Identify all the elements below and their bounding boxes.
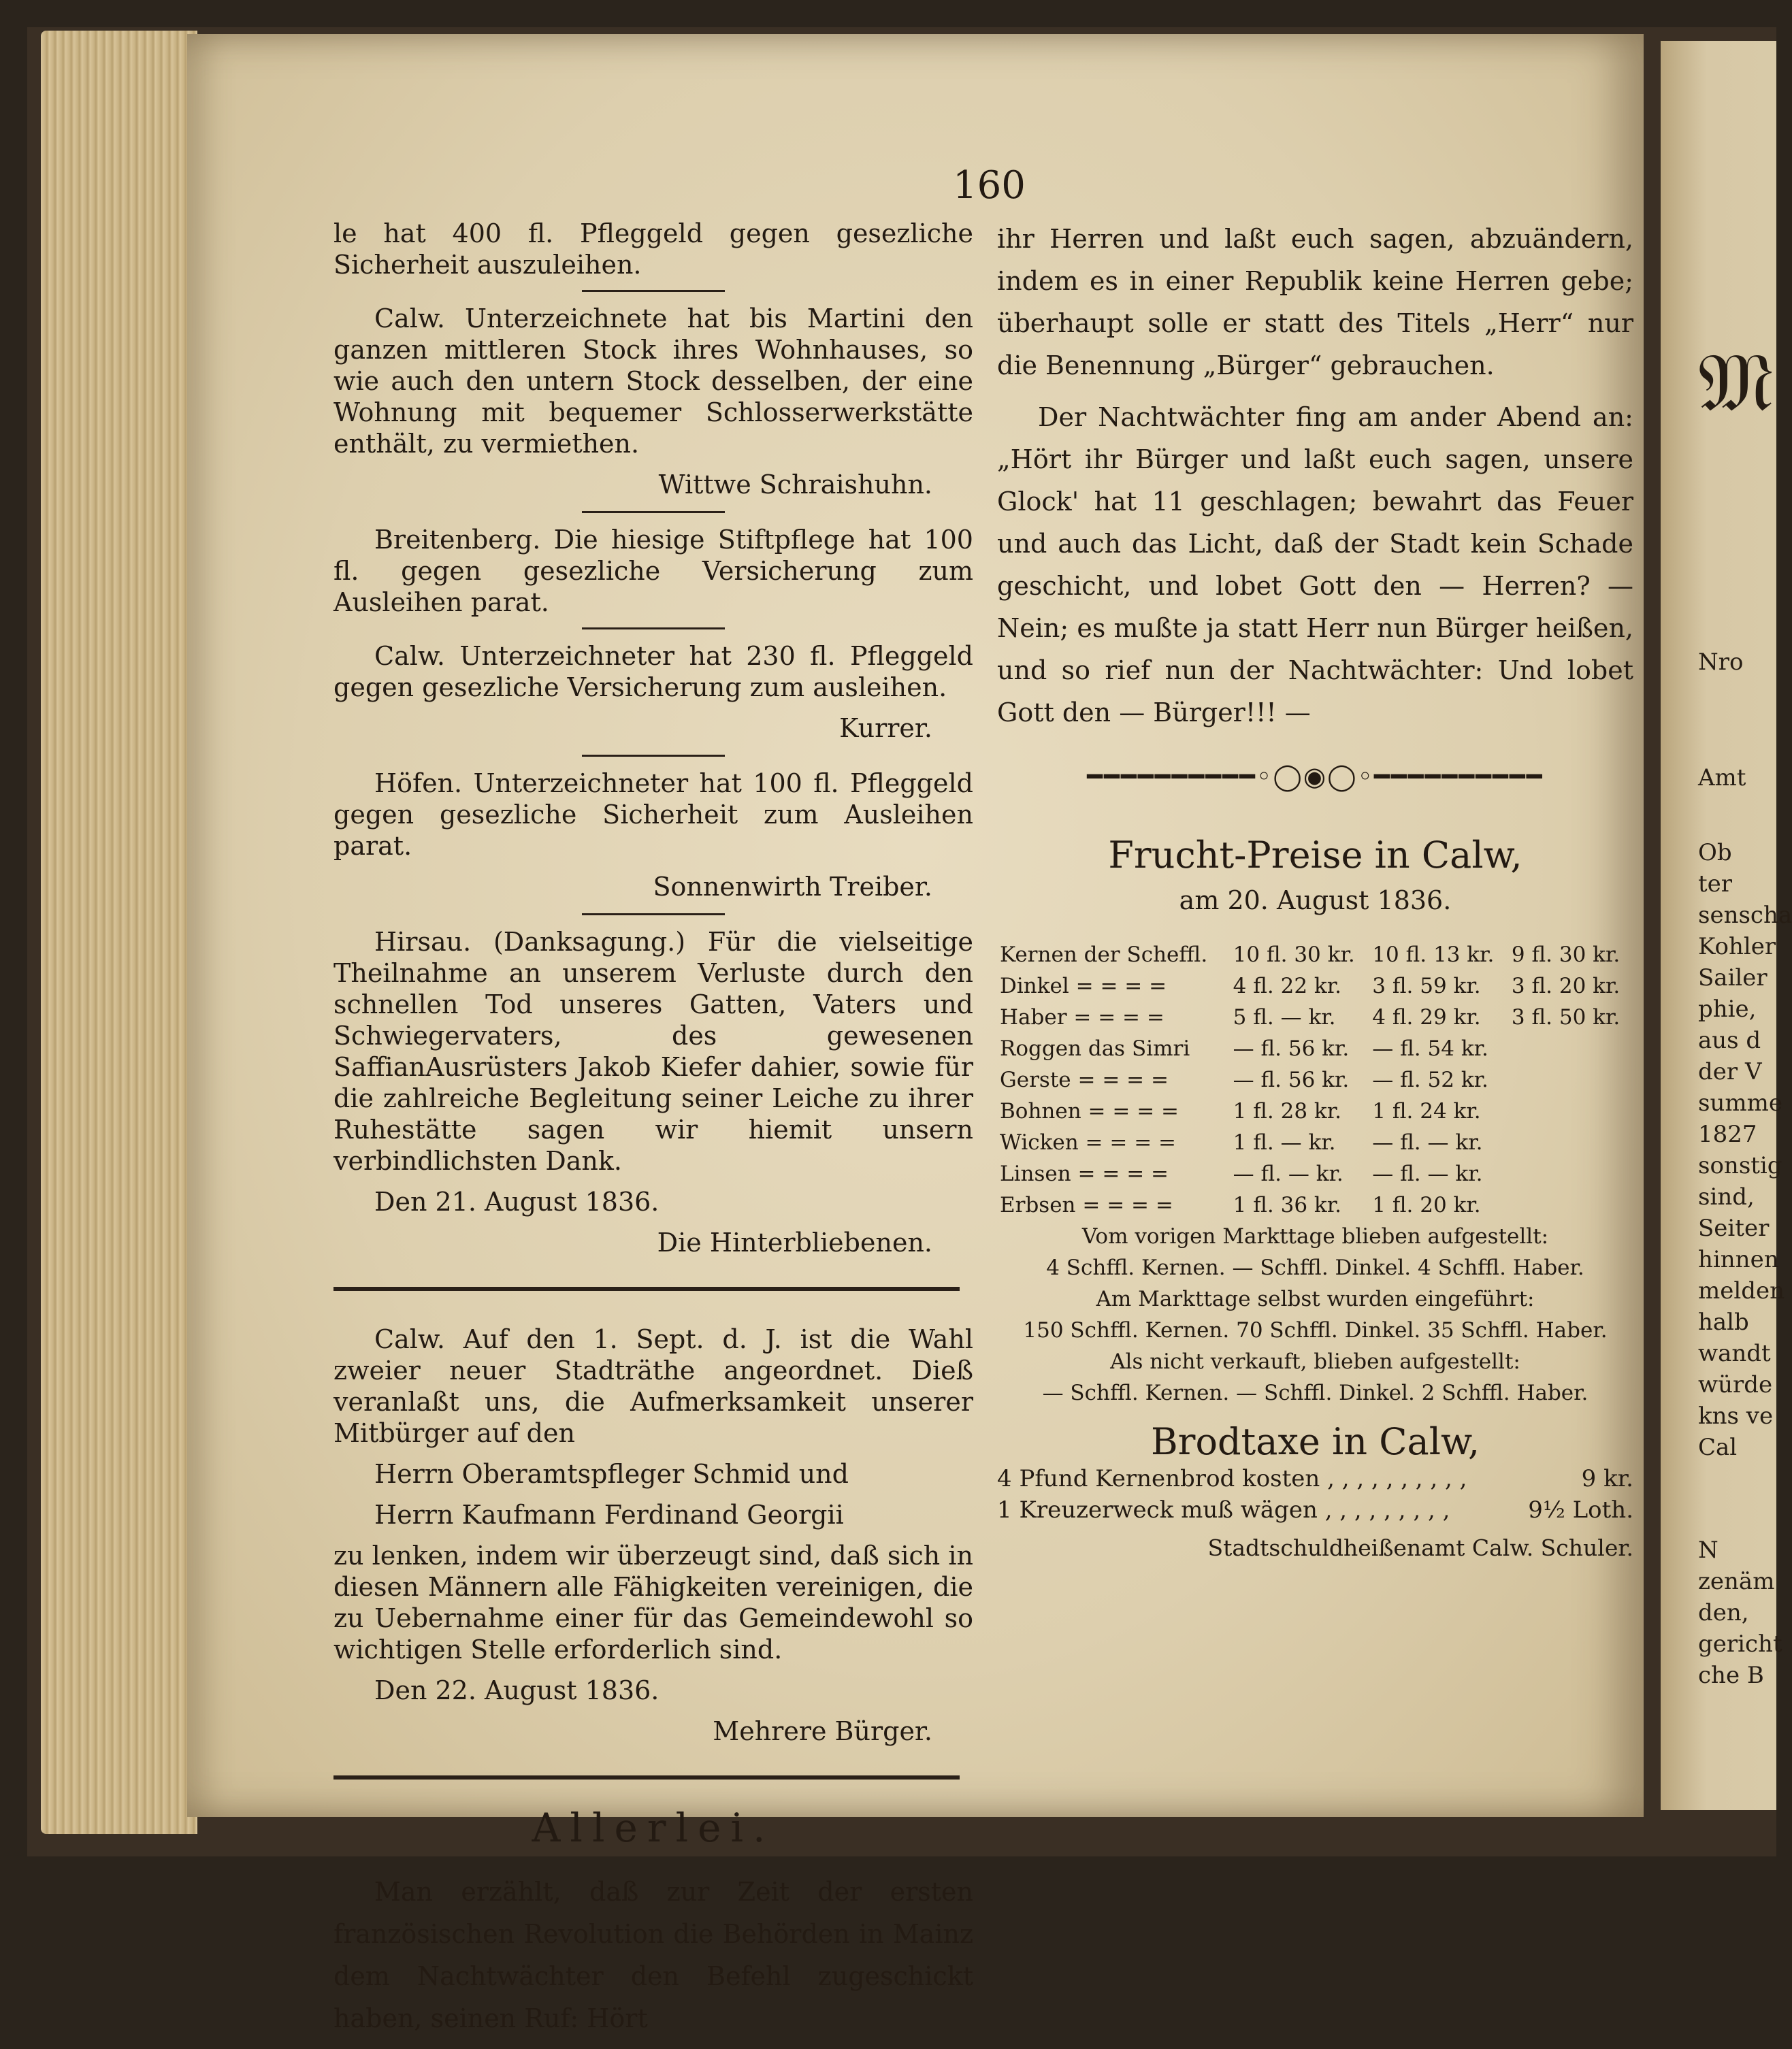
notice-text: Breitenberg. Die hiesige Stiftpflege hat 100 fl. gegen gesezliche Versicherung zum Ausleihen parat. [333, 525, 973, 617]
grain-name: Roggen das Simri [1000, 1036, 1190, 1061]
next-page-fragment: würde [1698, 1371, 1773, 1398]
lead-text: le hat 400 fl. Pfleggeld gegen gesezliche Sicherheit auszuleihen. [333, 218, 973, 280]
next-page-fragment: wandt [1698, 1340, 1771, 1367]
price-mid: — fl. 54 kr. [1372, 1036, 1488, 1061]
next-page-fragment: aus d [1698, 1027, 1761, 1054]
next-page-fragment: senscha [1698, 902, 1792, 929]
price-low: 3 fl. 50 kr. [1511, 1005, 1620, 1030]
price-low [1509, 1064, 1633, 1096]
prices-heading: Frucht-Preise in Calw, [1108, 834, 1522, 876]
notice-text: Calw. Unterzeichneter hat 230 fl. Pfleggeld gegen gesezliche Versicherung zum ausleihen. [333, 641, 973, 702]
price-low [1509, 1033, 1633, 1064]
page-number: 160 [953, 163, 1026, 208]
ornament-divider: ━━━━━━━━━━◦◯◉◯◦━━━━━━━━━━ [1087, 761, 1544, 791]
next-page-fragment: hinnen [1698, 1246, 1779, 1273]
separator [582, 627, 725, 629]
next-page-fragment: summe [1698, 1089, 1782, 1117]
next-page-fragment: kns ve [1698, 1403, 1774, 1430]
brot-heading: Brodtaxe in Calw, [1150, 1420, 1480, 1463]
price-low: 3 fl. 20 kr. [1511, 974, 1620, 998]
table-row [997, 1158, 1633, 1190]
grain-name: Wicken = = = = [1000, 1130, 1177, 1155]
danksagung-text: Hirsau. (Danksagung.) Für die vielseitige Theilnahme an unserem Verluste durch den schnellen Tod unseres Gatten, Vaters und Schwiegervaters, des gewesenen SaffianAusrüsters Jakob Kiefer dahier, sowie für die zahlreiche Begleitung seiner Leiche zu ihrer Ruhestätte sagen wir hiemit unsern verbindlichsten Dank. [333, 927, 973, 1176]
next-page-fragment: der V [1698, 1058, 1762, 1085]
next-page-fragment: sonstig [1698, 1152, 1782, 1179]
brot-row [997, 1494, 1633, 1526]
market-prev: 4 Schffl. Kernen. — Schffl. Dinkel. 4 Schffl. Haber. [1046, 1256, 1584, 1280]
price-high: 1 fl. — kr. [1233, 1130, 1336, 1155]
price-mid: — fl. — kr. [1372, 1130, 1483, 1155]
danksagung-date: Den 21. August 1836. [374, 1187, 659, 1217]
grain-name: Bohnen = = = = [1000, 1099, 1179, 1124]
next-page-fragment: melden [1698, 1277, 1785, 1305]
price-low [1509, 1127, 1633, 1158]
price-low: 9 fl. 30 kr. [1511, 942, 1620, 967]
next-page-fragment: halb [1698, 1309, 1749, 1336]
table-row [997, 1033, 1633, 1064]
prices-date: am 20. August 1836. [1179, 885, 1452, 915]
table-row [997, 970, 1633, 1002]
next-page-fragment: sind, [1698, 1183, 1755, 1211]
grain-name: Erbsen = = = = [1000, 1193, 1173, 1217]
separator [582, 755, 725, 757]
brot-label: 1 Kreuzerweck muß wägen , , , , , , , , , [997, 1496, 1450, 1524]
wahl-date: Den 22. August 1836. [374, 1675, 659, 1705]
price-high: 5 fl. — kr. [1233, 1005, 1336, 1030]
brot-row [997, 1463, 1633, 1494]
page-edges [41, 31, 197, 1834]
brot-label: 4 Pfund Kernenbrod kosten , , , , , , , , , , [997, 1465, 1467, 1492]
market-in-label: Am Markttage selbst wurden eingeführt: [1096, 1287, 1535, 1311]
next-page-fragment: phie, [1698, 996, 1757, 1023]
story-continuation: ihr Herren und laßt euch sagen, abzuändern, indem es in einer Republik keine Herren gebe; überhaupt solle er statt des Titels „Herr“ nur die Benennung „Bürger“ gebrauchen. [997, 224, 1633, 380]
next-page-fragment: Sailer [1698, 964, 1767, 991]
grain-name: Dinkel = = = = [1000, 974, 1167, 998]
wahl-text: Calw. Auf den 1. Sept. d. J. ist die Wahl zweier neuer Stadträthe angeordnet. Dieß veranlaßt uns, die Aufmerksamkeit unserer Mitbürger auf den [333, 1324, 973, 1448]
next-page-fragment: Cal [1698, 1434, 1738, 1461]
table-row [997, 1190, 1633, 1221]
separator [582, 913, 725, 915]
next-page-fragment: ter [1698, 870, 1733, 898]
price-high: 1 fl. 36 kr. [1233, 1193, 1341, 1217]
next-page-fragment: gericht [1698, 1630, 1782, 1658]
notice-signature: Kurrer. [839, 713, 932, 743]
table-row [997, 1064, 1633, 1096]
next-page-fragment: Ob [1698, 839, 1732, 866]
grain-name: Haber = = = = [1000, 1005, 1164, 1030]
wahl-candidate: Herrn Oberamtspfleger Schmid und [374, 1459, 849, 1489]
next-page-fragment: Seiter [1698, 1215, 1770, 1242]
price-low [1509, 1096, 1633, 1127]
market-prev-label: Vom vorigen Markttage blieben aufgestellt: [1081, 1224, 1549, 1249]
allerlei-heading: Allerlei. [532, 1805, 775, 1851]
table-row [997, 1127, 1633, 1158]
notice-signature: Wittwe Schraishuhn. [658, 470, 932, 499]
separator [582, 290, 725, 292]
price-mid: 3 fl. 59 kr. [1372, 974, 1481, 998]
office-signature: Stadtschuldheißenamt Calw. Schuler. [1207, 1535, 1633, 1561]
next-page-fragment: N [1698, 1537, 1718, 1564]
price-high: — fl. 56 kr. [1233, 1068, 1350, 1092]
next-page-fragment: Nro [1698, 649, 1744, 676]
price-high: 10 fl. 30 kr. [1233, 942, 1355, 967]
price-mid: 1 fl. 24 kr. [1372, 1099, 1481, 1124]
grain-name: Kernen der Scheffl. [1000, 942, 1208, 967]
price-mid: — fl. 52 kr. [1372, 1068, 1488, 1092]
next-page-fragment: den, [1698, 1599, 1749, 1626]
notice-signature: Sonnenwirth Treiber. [653, 872, 932, 902]
price-mid: — fl. — kr. [1372, 1162, 1483, 1186]
next-page-fragment: che B [1698, 1662, 1764, 1689]
price-low [1509, 1158, 1633, 1190]
brot-value: 9½ Loth. [1528, 1496, 1633, 1524]
price-high: 4 fl. 22 kr. [1233, 974, 1341, 998]
wahl-text-cont: zu lenken, indem wir überzeugt sind, daß sich in diesen Männern alle Fähigkeiten vereinigen, die zu Uebernahme einer für das Gemeindewohl so wichtigen Stelle erforderlich sind. [333, 1541, 973, 1665]
right-column [997, 218, 1633, 1564]
table-row [997, 939, 1633, 970]
next-page-initial: 𝔐 [1698, 335, 1774, 430]
wahl-candidate: Herrn Kaufmann Ferdinand Georgii [374, 1500, 844, 1530]
price-high: — fl. 56 kr. [1233, 1036, 1350, 1061]
price-mid: 1 fl. 20 kr. [1372, 1193, 1481, 1217]
table-row [997, 1002, 1633, 1033]
next-page-fragment: Amt [1698, 764, 1746, 791]
price-high: — fl. — kr. [1233, 1162, 1343, 1186]
wahl-signature: Mehrere Bürger. [713, 1716, 932, 1746]
table-row [997, 1096, 1633, 1127]
separator [582, 511, 725, 513]
market-in: 150 Schffl. Kernen. 70 Schffl. Dinkel. 35 Schffl. Haber. [1023, 1318, 1608, 1343]
market-unsold-label: Als nicht verkauft, blieben aufgestellt: [1110, 1349, 1520, 1374]
section-rule [333, 1775, 960, 1780]
brot-value: 9 kr. [1581, 1465, 1633, 1492]
next-page-fragment: zenäm [1698, 1568, 1775, 1595]
price-low [1509, 1190, 1633, 1221]
market-unsold: — Schffl. Kernen. — Schffl. Dinkel. 2 Schffl. Haber. [1042, 1381, 1589, 1405]
next-page-fragment: 1827 [1698, 1121, 1757, 1148]
allerlei-text: Man erzählt, daß zur Zeit der ersten französischen Revolution die Behörden in Mainz dem Nachtwächter den Befehl zugeschickt haben, seinen Ruf: Hört [333, 1877, 973, 2033]
story-text: Der Nachtwächter fing am ander Abend an: „Hört ihr Bürger und laßt euch sagen, unsere Glock' hat 11 geschlagen; bewahrt das Feuer und auch das Licht, daß der Stadt kein Schade geschicht, und lobet Gott den — Herren? — Nein; es mußte ja statt Herr nun Bürger heißen, und so rief nun der Nachtwächter: Und lobet Gott den — Bürger!!! — [997, 402, 1633, 727]
price-high: 1 fl. 28 kr. [1233, 1099, 1341, 1124]
grain-name: Gerste = = = = [1000, 1068, 1169, 1092]
grain-name: Linsen = = = = [1000, 1162, 1169, 1186]
left-column [333, 218, 973, 2049]
notice-text: Höfen. Unterzeichneter hat 100 fl. Pfleggeld gegen gesezliche Sicherheit zum Ausleihen parat. [333, 768, 973, 861]
price-mid: 10 fl. 13 kr. [1372, 942, 1495, 967]
price-table [997, 939, 1633, 1221]
next-page-fragment: Kohler [1698, 933, 1776, 960]
section-rule [333, 1287, 960, 1291]
notice-text: Calw. Unterzeichnete hat bis Martini den ganzen mittleren Stock ihres Wohnhauses, so wie auch den untern Stock desselben, der eine Wohnung mit bequemer Schlosserwerkstätte enthält, zu vermiethen. [333, 304, 973, 459]
danksagung-signature: Die Hinterbliebenen. [657, 1228, 932, 1258]
price-mid: 4 fl. 29 kr. [1372, 1005, 1481, 1030]
